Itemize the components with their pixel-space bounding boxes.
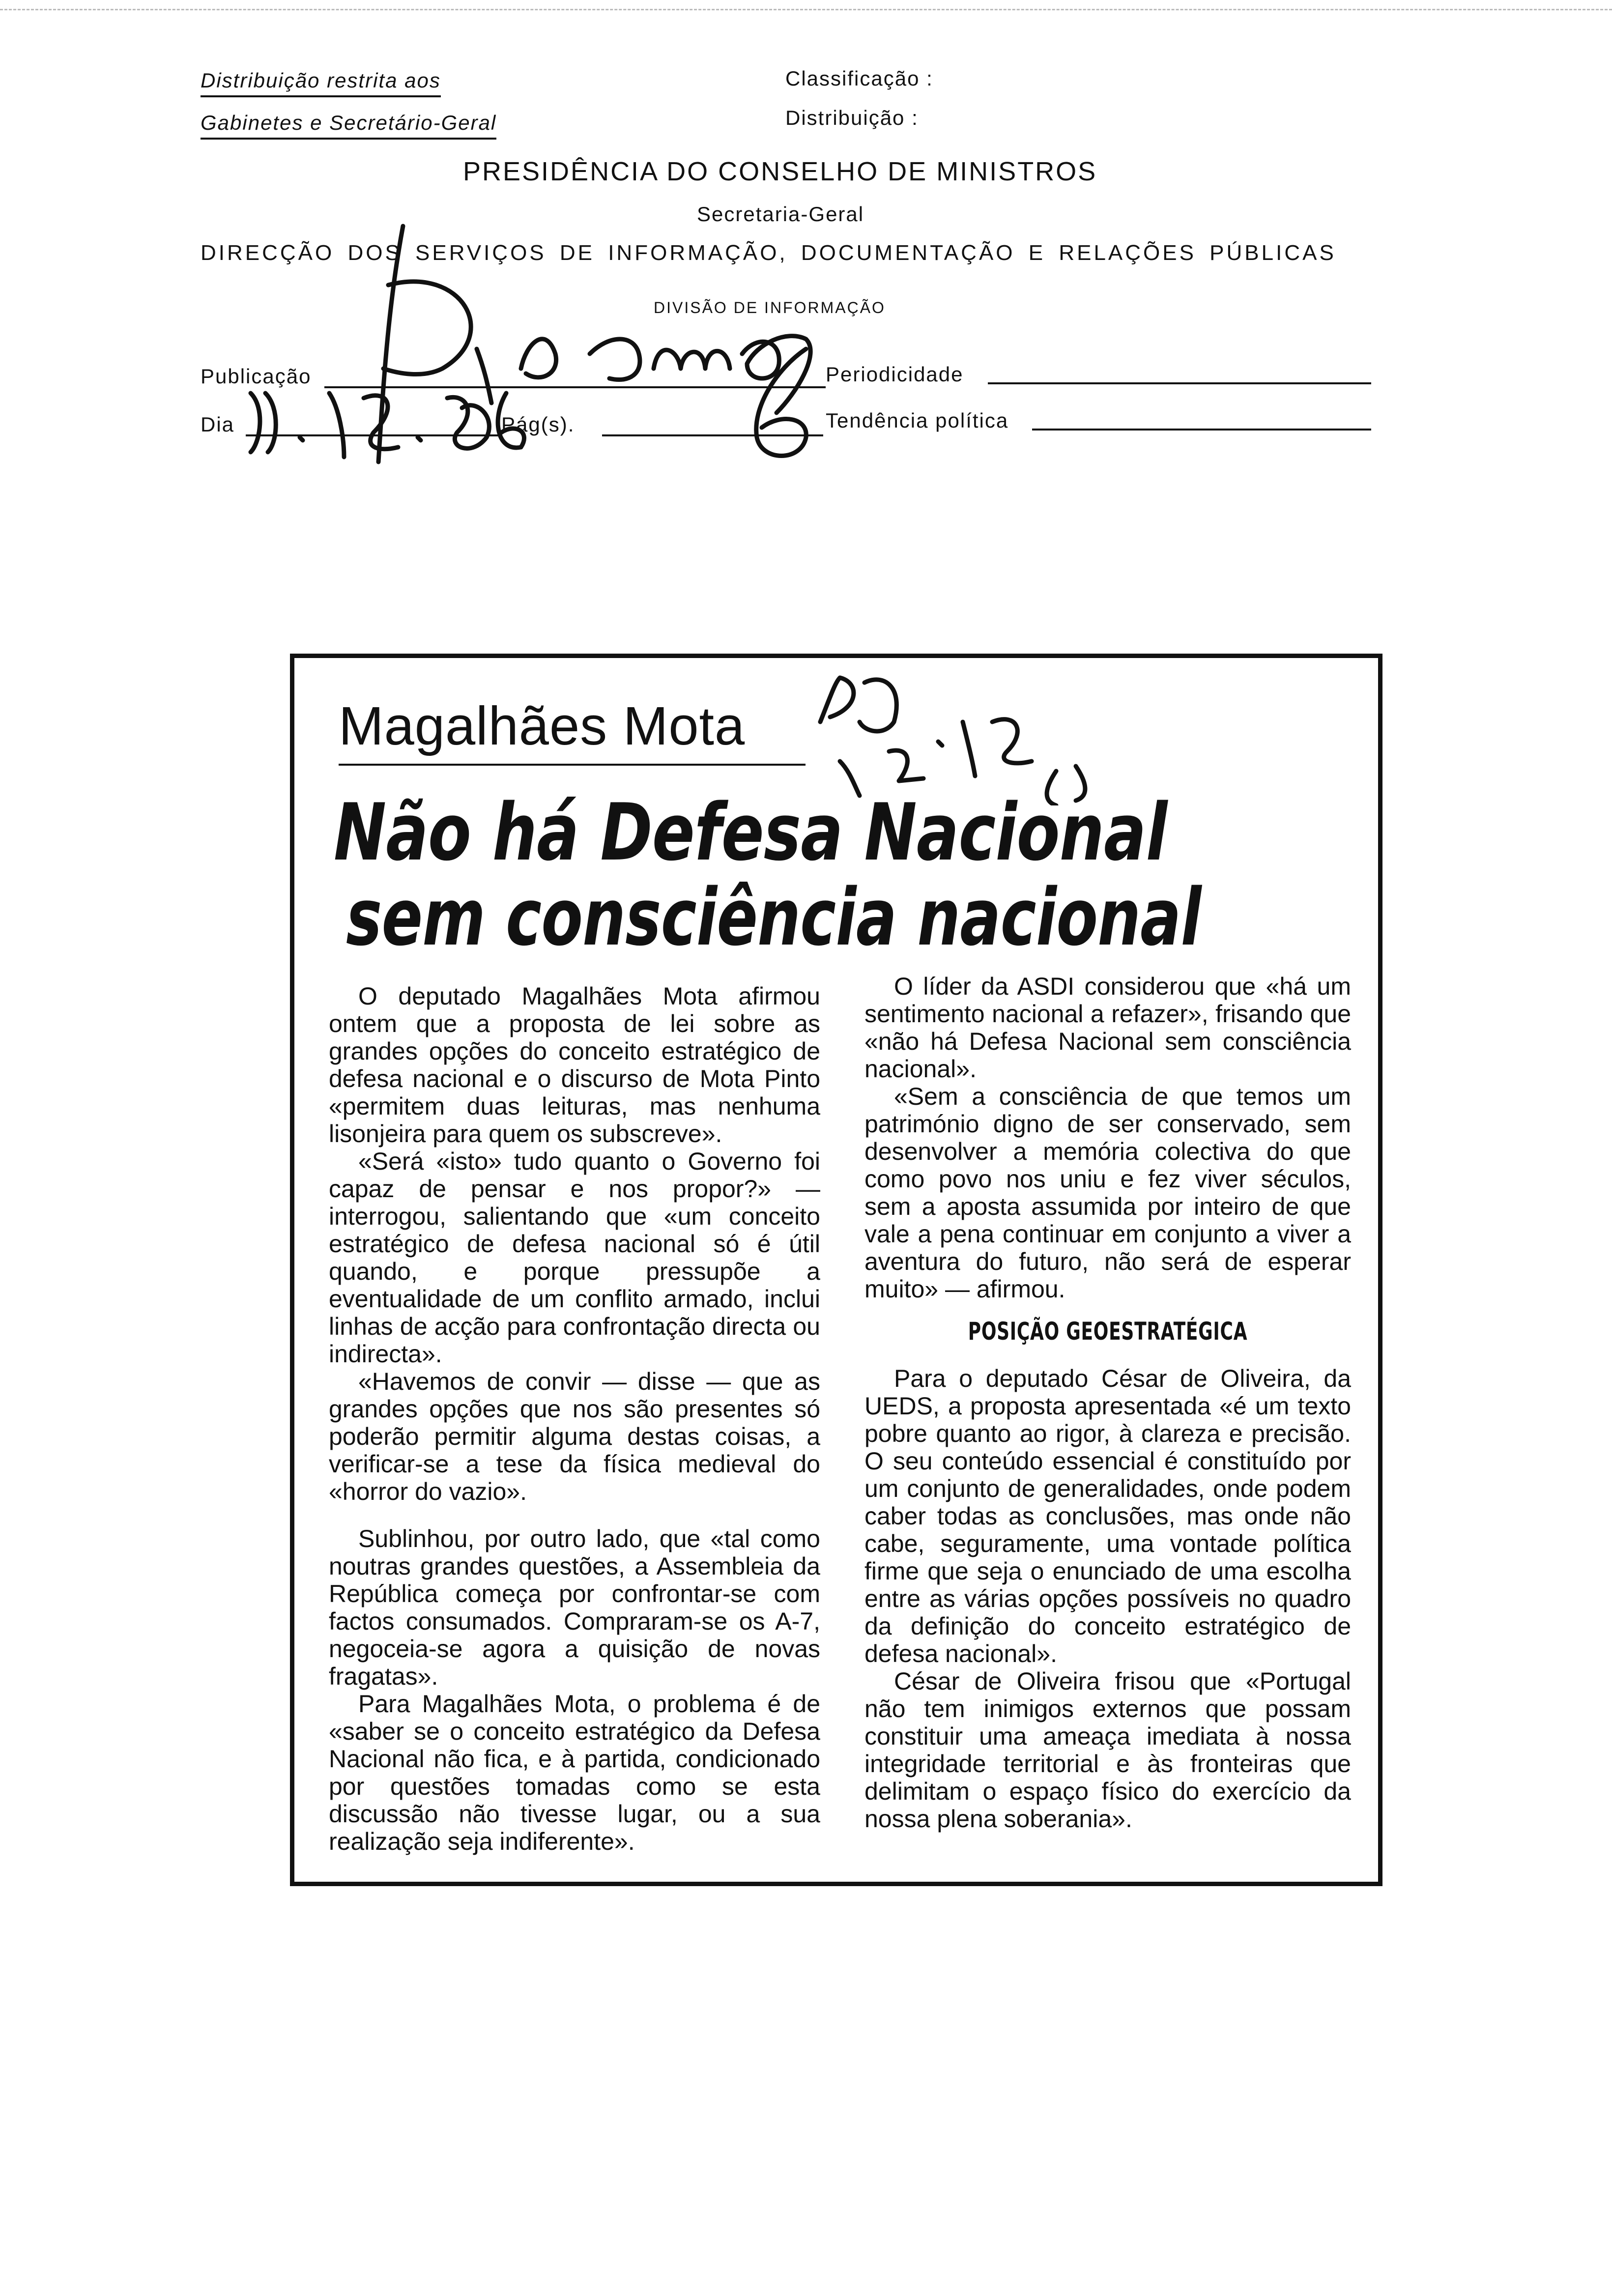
secretariat-title: Secretaria-Geral (697, 202, 864, 226)
kicker-rule (339, 764, 806, 766)
headline-line-2: sem consciência nacional (346, 871, 1202, 963)
classification-label: Classificação : (785, 67, 933, 90)
distribution-label: Distribuição : (785, 106, 919, 129)
section-subhead: POSIÇÃO GEOESTRATÉGICA (968, 1317, 1248, 1346)
political-tendency-label: Tendência política (826, 409, 1009, 432)
article-column-right (864, 973, 1351, 1833)
paragraph: César de Oliveira frisou que «Portugal não tem inimigos externos que possam constituir uma ameaça imediata à nossa integridade territorial e às fronteiras que delimitam o espaço físico do exercício da nossa plena soberania». (864, 1667, 1351, 1833)
direction-title: DIRECÇÃO DOS SERVIÇOS DE INFORMAÇÃO, DOCUMENTAÇÃO E RELAÇÕES PÚBLICAS (201, 241, 1336, 265)
article-column-left (329, 982, 820, 1855)
periodicity-line (988, 382, 1371, 384)
paragraph: «Será «isto» tudo quanto o Governo foi capaz de pensar e nos propor?» — interrogou, salientando que «um conceito estratégico de defesa nacional só é útil quando, e porque pressupõe a eventualidade de um conflito armado, inclui linhas de acção para confrontação directa ou indirecta». (329, 1148, 820, 1368)
political-tendency-line (1032, 429, 1371, 430)
paragraph: O deputado Magalhães Mota afirmou ontem que a proposta de lei sobre as grandes opções do conceito estratégico de defesa nacional e o discurso de Mota Pinto «permitem duas leituras, mas nenhuma lisonjeira para quem os subscreve». (329, 982, 820, 1148)
paragraph: Para Magalhães Mota, o problema é de «saber se o conceito estratégico da Defesa Nacional não fica, e à partida, condicionado por questões tomadas como se esta discussão não tivesse lugar, ou a sua realização seja indiferente». (329, 1690, 820, 1855)
page-edge-dashes (0, 9, 1612, 10)
presidency-title: PRESIDÊNCIA DO CONSELHO DE MINISTROS (463, 157, 1097, 186)
day-handwriting (231, 378, 536, 467)
distribution-note-2: Gabinetes e Secretário-Geral (201, 111, 496, 140)
day-label: Dia (201, 413, 235, 436)
headline-line-1: Não há Defesa Nacional (334, 786, 1167, 878)
publication-label: Publicação (201, 365, 312, 388)
periodicity-label: Periodicidade (826, 363, 964, 386)
paragraph: «Sem a consciência de que temos um património digno de ser conservado, sem desenvolver a memória colectiva do que como povo nos uniu e fez viver séculos, sem a aposta assumida por inteiro de que vale a pena continuar em conjunto a viver a aventura do futuro, não será de esperar muito» — afirmou. (864, 1083, 1351, 1303)
clip-date-annotation (801, 668, 1105, 805)
division-title: DIVISÃO DE INFORMAÇÃO (654, 299, 886, 316)
paragraph: Sublinhou, por outro lado, que «tal como noutras grandes questões, a Assembleia da República começa por confrontar-se com factos consumados. Compraram-se os A-7, negoceia-se agora a quisição de novas fragatas». (329, 1525, 820, 1690)
pages-label: Pág(s). (501, 413, 575, 436)
paragraph: «Havemos de convir — disse — que as grandes opções que nos são presentes só poderão permitir alguma destas coisas, a verificar-se a tese da física medieval do «horror do vazio». (329, 1368, 820, 1505)
article-clipping (290, 654, 1382, 1886)
paragraph: O líder da ASDI considerou que «há um sentimento nacional a refazer», frisando que «não há Defesa Nacional sem consciência nacional». (864, 973, 1351, 1083)
distribution-note-1: Distribuição restrita aos (201, 69, 441, 97)
pages-handwriting (732, 339, 831, 467)
article-kicker: Magalhães Mota (339, 696, 746, 756)
paragraph: Para o deputado César de Oliveira, da UEDS, a proposta apresentada «é um texto pobre quanto ao rigor, à clareza e precisão. O seu conteúdo essencial é constituído por um conjunto de generalidades, onde podem caber todas as conclusões, mas onde não cabe, seguramente, uma vontade política firme que seja o enunciado de uma escolha entre as várias opções possíveis no quadro da definição do conceito estratégico de defesa nacional». (864, 1365, 1351, 1667)
